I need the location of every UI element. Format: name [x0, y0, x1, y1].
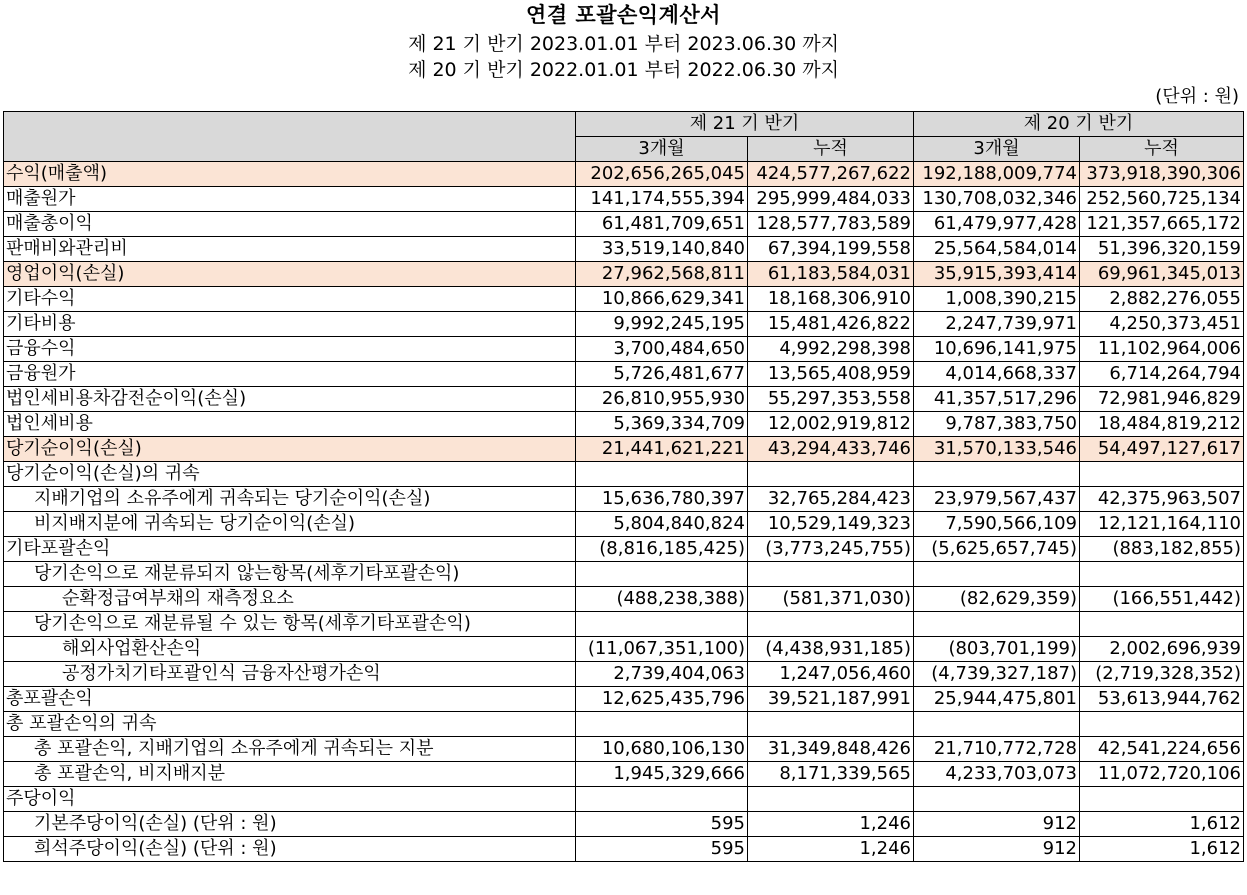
row-label: 공정가치기타포괄인식 금융자산평가손익 — [4, 662, 576, 687]
value-cell: 5,804,840,824 — [576, 512, 748, 537]
value-cell: 4,014,668,337 — [914, 362, 1080, 387]
table-row — [4, 512, 1244, 537]
row-label: 수익(매출액) — [4, 162, 576, 187]
value-cell: 10,866,629,341 — [576, 287, 748, 312]
header-corner — [4, 112, 576, 162]
table-row — [4, 737, 1244, 762]
value-cell: 192,188,009,774 — [914, 162, 1080, 187]
table-row — [4, 212, 1244, 237]
value-cell: 4,250,373,451 — [1080, 312, 1244, 337]
value-cell: (803,701,199) — [914, 637, 1080, 662]
table-row — [4, 162, 1244, 187]
row-label: 주당이익 — [4, 787, 576, 812]
value-cell: 72,981,946,829 — [1080, 387, 1244, 412]
value-cell: 55,297,353,558 — [748, 387, 914, 412]
value-cell: 15,481,426,822 — [748, 312, 914, 337]
value-cell: (4,438,931,185) — [748, 637, 914, 662]
value-cell: 42,375,963,507 — [1080, 487, 1244, 512]
statement-header — [0, 0, 1247, 110]
value-cell: 43,294,433,746 — [748, 437, 914, 462]
value-cell: (82,629,359) — [914, 587, 1080, 612]
value-cell: 1,246 — [748, 837, 914, 862]
value-cell: 4,233,703,073 — [914, 762, 1080, 787]
value-cell — [748, 462, 914, 487]
value-cell: 1,008,390,215 — [914, 287, 1080, 312]
group-header-prior: 제 20 기 반기 — [914, 112, 1244, 137]
value-cell: 54,497,127,617 — [1080, 437, 1244, 462]
income-statement-table — [3, 111, 1244, 862]
table-row — [4, 387, 1244, 412]
table-row — [4, 562, 1244, 587]
value-cell: 1,246 — [748, 812, 914, 837]
row-label: 기본주당이익(손실) (단위 : 원) — [4, 812, 576, 837]
value-cell: 5,369,334,709 — [576, 412, 748, 437]
value-cell: 42,541,224,656 — [1080, 737, 1244, 762]
row-label: 지배기업의 소유주에게 귀속되는 당기순이익(손실) — [4, 487, 576, 512]
table-row — [4, 187, 1244, 212]
value-cell: 6,714,264,794 — [1080, 362, 1244, 387]
value-cell: 121,357,665,172 — [1080, 212, 1244, 237]
value-cell — [748, 612, 914, 637]
value-cell: 1,612 — [1080, 812, 1244, 837]
value-cell: 295,999,484,033 — [748, 187, 914, 212]
value-cell: 25,564,584,014 — [914, 237, 1080, 262]
row-label: 순확정급여부채의 재측정요소 — [4, 587, 576, 612]
row-label: 매출총이익 — [4, 212, 576, 237]
value-cell — [576, 712, 748, 737]
value-cell: 18,484,819,212 — [1080, 412, 1244, 437]
value-cell: 11,102,964,006 — [1080, 337, 1244, 362]
value-cell — [914, 712, 1080, 737]
table-row — [4, 337, 1244, 362]
row-label: 매출원가 — [4, 187, 576, 212]
table-row — [4, 687, 1244, 712]
value-cell: 9,992,245,195 — [576, 312, 748, 337]
value-cell: 202,656,265,045 — [576, 162, 748, 187]
value-cell: (11,067,351,100) — [576, 637, 748, 662]
value-cell: 41,357,517,296 — [914, 387, 1080, 412]
table-row — [4, 787, 1244, 812]
value-cell: 8,171,339,565 — [748, 762, 914, 787]
row-label: 법인세비용차감전순이익(손실) — [4, 387, 576, 412]
table-row — [4, 812, 1244, 837]
table-row — [4, 537, 1244, 562]
value-cell: 595 — [576, 837, 748, 862]
value-cell: (883,182,855) — [1080, 537, 1244, 562]
value-cell: 3,700,484,650 — [576, 337, 748, 362]
value-cell: (581,371,030) — [748, 587, 914, 612]
value-cell — [748, 562, 914, 587]
row-label: 기타비용 — [4, 312, 576, 337]
value-cell: 23,979,567,437 — [914, 487, 1080, 512]
row-label: 당기손익으로 재분류될 수 있는 항목(세후기타포괄손익) — [4, 612, 576, 637]
value-cell: 27,962,568,811 — [576, 262, 748, 287]
row-label: 영업이익(손실) — [4, 262, 576, 287]
row-label: 판매비와관리비 — [4, 237, 576, 262]
row-label: 희석주당이익(손실) (단위 : 원) — [4, 837, 576, 862]
row-label: 금융수익 — [4, 337, 576, 362]
table-row — [4, 637, 1244, 662]
value-cell: 33,519,140,840 — [576, 237, 748, 262]
row-label: 금융원가 — [4, 362, 576, 387]
value-cell: 51,396,320,159 — [1080, 237, 1244, 262]
value-cell: 912 — [914, 812, 1080, 837]
table-row — [4, 487, 1244, 512]
value-cell: (3,773,245,755) — [748, 537, 914, 562]
statement-title: 연결 포괄손익계산서 — [526, 3, 721, 27]
value-cell: 595 — [576, 812, 748, 837]
prior-period: 제 20 기 반기 2022.01.01 부터 2022.06.30 까지 — [408, 59, 839, 81]
value-cell: 1,945,329,666 — [576, 762, 748, 787]
value-cell: (2,719,328,352) — [1080, 662, 1244, 687]
row-label: 총 포괄손익의 귀속 — [4, 712, 576, 737]
table-row — [4, 362, 1244, 387]
value-cell: (8,816,185,425) — [576, 537, 748, 562]
value-cell: (166,551,442) — [1080, 587, 1244, 612]
value-cell: 141,174,555,394 — [576, 187, 748, 212]
group-header-row — [4, 112, 1244, 137]
table-row — [4, 612, 1244, 637]
value-cell: 15,636,780,397 — [576, 487, 748, 512]
value-cell: 69,961,345,013 — [1080, 262, 1244, 287]
value-cell: 18,168,306,910 — [748, 287, 914, 312]
table-row — [4, 312, 1244, 337]
value-cell: 31,349,848,426 — [748, 737, 914, 762]
row-label: 해외사업환산손익 — [4, 637, 576, 662]
value-cell — [914, 612, 1080, 637]
value-cell — [1080, 612, 1244, 637]
value-cell: 10,529,149,323 — [748, 512, 914, 537]
row-label: 총 포괄손익, 비지배지분 — [4, 762, 576, 787]
value-cell: 67,394,199,558 — [748, 237, 914, 262]
table-row — [4, 237, 1244, 262]
value-cell: 10,680,106,130 — [576, 737, 748, 762]
table-row — [4, 587, 1244, 612]
value-cell — [576, 562, 748, 587]
value-cell: 2,882,276,055 — [1080, 287, 1244, 312]
value-cell: 12,121,164,110 — [1080, 512, 1244, 537]
value-cell: 2,739,404,063 — [576, 662, 748, 687]
value-cell — [576, 787, 748, 812]
row-label: 당기손익으로 재분류되지 않는항목(세후기타포괄손익) — [4, 562, 576, 587]
row-label: 당기순이익(손실)의 귀속 — [4, 462, 576, 487]
value-cell — [576, 462, 748, 487]
value-cell: 128,577,783,589 — [748, 212, 914, 237]
value-cell — [914, 787, 1080, 812]
value-cell: 424,577,267,622 — [748, 162, 914, 187]
value-cell: 252,560,725,134 — [1080, 187, 1244, 212]
value-cell: 1,612 — [1080, 837, 1244, 862]
value-cell: 10,696,141,975 — [914, 337, 1080, 362]
value-cell: 11,072,720,106 — [1080, 762, 1244, 787]
sub-header-current-cum: 누적 — [748, 137, 914, 162]
value-cell: (4,739,327,187) — [914, 662, 1080, 687]
sub-header-prior-3m: 3개월 — [914, 137, 1080, 162]
current-period: 제 21 기 반기 2023.01.01 부터 2023.06.30 까지 — [408, 33, 839, 55]
value-cell: 61,183,584,031 — [748, 262, 914, 287]
value-cell — [748, 712, 914, 737]
value-cell: 2,002,696,939 — [1080, 637, 1244, 662]
value-cell: 1,247,056,460 — [748, 662, 914, 687]
value-cell: 2,247,739,971 — [914, 312, 1080, 337]
value-cell: 32,765,284,423 — [748, 487, 914, 512]
row-label: 기타수익 — [4, 287, 576, 312]
unit-label: (단위 : 원) — [1155, 86, 1239, 107]
table-row — [4, 412, 1244, 437]
value-cell — [914, 562, 1080, 587]
value-cell: (488,238,388) — [576, 587, 748, 612]
value-cell — [1080, 712, 1244, 737]
value-cell: 21,710,772,728 — [914, 737, 1080, 762]
value-cell: 912 — [914, 837, 1080, 862]
table-row — [4, 287, 1244, 312]
value-cell: 130,708,032,346 — [914, 187, 1080, 212]
value-cell: 61,479,977,428 — [914, 212, 1080, 237]
row-label: 총포괄손익 — [4, 687, 576, 712]
value-cell: 26,810,955,930 — [576, 387, 748, 412]
value-cell: 39,521,187,991 — [748, 687, 914, 712]
value-cell: 373,918,390,306 — [1080, 162, 1244, 187]
value-cell: 35,915,393,414 — [914, 262, 1080, 287]
value-cell — [576, 612, 748, 637]
value-cell: 7,590,566,109 — [914, 512, 1080, 537]
value-cell — [1080, 462, 1244, 487]
table-row — [4, 762, 1244, 787]
sub-header-prior-cum: 누적 — [1080, 137, 1244, 162]
value-cell: 9,787,383,750 — [914, 412, 1080, 437]
value-cell — [1080, 787, 1244, 812]
value-cell: 25,944,475,801 — [914, 687, 1080, 712]
value-cell: 5,726,481,677 — [576, 362, 748, 387]
table-row — [4, 437, 1244, 462]
value-cell: 12,002,919,812 — [748, 412, 914, 437]
value-cell: 21,441,621,221 — [576, 437, 748, 462]
sub-header-current-3m: 3개월 — [576, 137, 748, 162]
row-label: 총 포괄손익, 지배기업의 소유주에게 귀속되는 지분 — [4, 737, 576, 762]
value-cell: 53,613,944,762 — [1080, 687, 1244, 712]
value-cell: 61,481,709,651 — [576, 212, 748, 237]
table-row — [4, 262, 1244, 287]
table-row — [4, 462, 1244, 487]
value-cell: 13,565,408,959 — [748, 362, 914, 387]
value-cell: 4,992,298,398 — [748, 337, 914, 362]
value-cell — [914, 462, 1080, 487]
row-label: 기타포괄손익 — [4, 537, 576, 562]
group-header-current: 제 21 기 반기 — [576, 112, 914, 137]
value-cell — [748, 787, 914, 812]
value-cell: 31,570,133,546 — [914, 437, 1080, 462]
value-cell — [1080, 562, 1244, 587]
row-label: 당기순이익(손실) — [4, 437, 576, 462]
table-row — [4, 662, 1244, 687]
row-label: 비지배지분에 귀속되는 당기순이익(손실) — [4, 512, 576, 537]
value-cell: (5,625,657,745) — [914, 537, 1080, 562]
value-cell: 12,625,435,796 — [576, 687, 748, 712]
table-row — [4, 837, 1244, 862]
row-label: 법인세비용 — [4, 412, 576, 437]
table-row — [4, 712, 1244, 737]
